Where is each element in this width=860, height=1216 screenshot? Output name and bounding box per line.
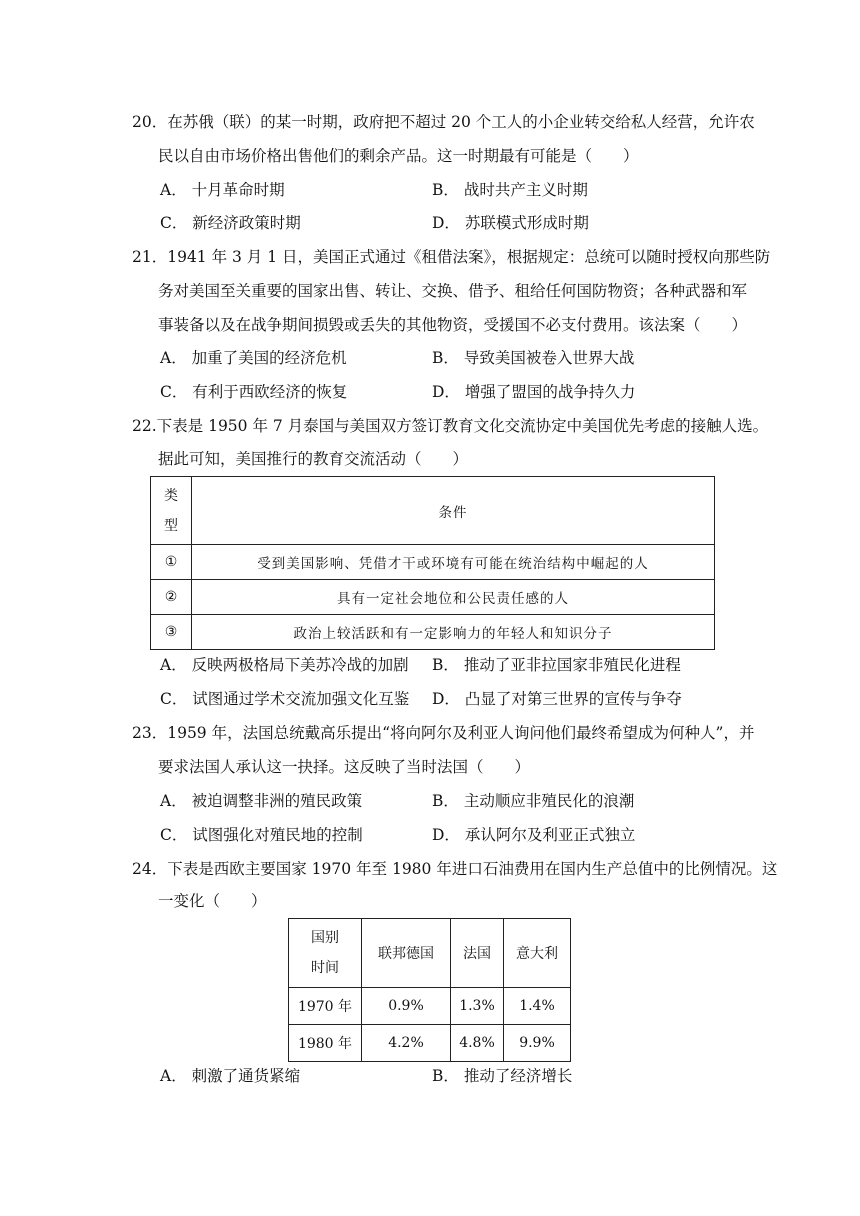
q24-row1-west-germany: 0.9%	[362, 988, 451, 1025]
q24-row1-italy: 1.4%	[504, 988, 571, 1025]
q22-table-type-header	[151, 477, 192, 545]
q22-option-c: C． 试图通过学术交流加强文化互鉴	[160, 690, 410, 708]
q24-option-a: A． 刺激了通货紧缩	[160, 1067, 301, 1085]
q24-stem-line1: 24．下表是西欧主要国家 1970 年至 1980 年进口石油费用在国内生产总值中的比例情况。这	[132, 860, 778, 878]
q24-col-west-germany: 联邦德国	[362, 919, 451, 988]
q22-table-condition-header: 条件	[192, 477, 715, 545]
q24-table	[288, 918, 571, 1062]
q24-stem-line2: 一变化（ ）	[158, 892, 267, 910]
q22-stem-line1: 22.下表是 1950 年 7 月泰国与美国双方签订教育文化交流协定中美国优先考虑的接触人选。	[132, 417, 769, 435]
q23-option-b: B． 主动顺应非殖民化的浪潮	[432, 792, 635, 810]
q21-stem-line3: 事装备以及在战争期间损毁或丢失的其他物资，受援国不必支付费用。该法案（ ）	[158, 316, 748, 334]
q24-corner-country: 国别	[311, 930, 339, 946]
q24-row2-west-germany: 4.2%	[362, 1025, 451, 1062]
q22-table	[150, 476, 715, 650]
q22-type-header-char1: 类	[164, 487, 178, 504]
q20-option-a: A． 十月革命时期	[160, 181, 285, 199]
q22-row2-type: ②	[151, 580, 192, 615]
q22-type-header-char2: 型	[164, 517, 178, 534]
q21-stem-line1: 21．1941 年 3 月 1 日，美国正式通过《租借法案》，根据规定：总统可以随时授权向那些防	[132, 248, 771, 266]
q23-option-d: D． 承认阿尔及利亚正式独立	[432, 826, 636, 844]
q23-stem-line2: 要求法国人承认这一抉择。这反映了当时法国（ ）	[158, 758, 531, 776]
q24-row2-year: 1980 年	[289, 1025, 362, 1062]
q24-row1-year: 1970 年	[289, 988, 362, 1025]
q21-option-b: B． 导致美国被卷入世界大战	[432, 349, 635, 367]
q22-option-b: B． 推动了亚非拉国家非殖民化进程	[432, 656, 681, 674]
q20-option-d: D． 苏联模式形成时期	[432, 214, 589, 232]
q20-option-b: B． 战时共产主义时期	[432, 181, 588, 199]
q21-option-a: A． 加重了美国的经济危机	[160, 349, 347, 367]
q23-option-a: A． 被迫调整非洲的殖民政策	[160, 792, 363, 810]
q22-stem-line2: 据此可知，美国推行的教育交流活动（ ）	[158, 450, 469, 468]
q22-row3-condition: 政治上较活跃和有一定影响力的年轻人和知识分子	[192, 615, 715, 650]
q21-option-c: C． 有利于西欧经济的恢复	[160, 383, 348, 401]
q24-table-corner	[289, 919, 362, 988]
q22-row1-condition: 受到美国影响、凭借才干或环境有可能在统治结构中崛起的人	[192, 545, 715, 580]
q22-row1-type: ①	[151, 545, 192, 580]
q20-stem-line2: 民以自由市场价格出售他们的剩余产品。这一时期最有可能是（ ）	[158, 147, 639, 165]
q23-stem-line1: 23．1959 年，法国总统戴高乐提出“将向阿尔及利亚人询问他们最终希望成为何种人”，并	[132, 724, 755, 742]
q21-stem-line2: 务对美国至关重要的国家出售、转让、交换、借予、租给任何国防物资；各种武器和军	[158, 282, 748, 300]
q22-option-d: D． 凸显了对第三世界的宣传与争夺	[432, 690, 682, 708]
q24-row1-france: 1.3%	[451, 988, 504, 1025]
q23-option-c: C． 试图强化对殖民地的控制	[160, 826, 363, 844]
q24-option-b: B． 推动了经济增长	[432, 1067, 573, 1085]
q20-stem-line1: 20．在苏俄（联）的某一时期，政府把不超过 20 个工人的小企业转交给私人经营，允许农	[132, 113, 755, 131]
q24-col-italy: 意大利	[504, 919, 571, 988]
q22-option-a: A． 反映两极格局下美苏冷战的加剧	[160, 656, 409, 674]
q22-row3-type: ③	[151, 615, 192, 650]
q20-option-c: C． 新经济政策时期	[160, 214, 301, 232]
q24-row2-france: 4.8%	[451, 1025, 504, 1062]
q24-corner-time: 时间	[311, 960, 339, 976]
q22-row2-condition: 具有一定社会地位和公民责任感的人	[192, 580, 715, 615]
q24-row2-italy: 9.9%	[504, 1025, 571, 1062]
q21-option-d: D． 增强了盟国的战争持久力	[432, 383, 636, 401]
q24-col-france: 法国	[451, 919, 504, 988]
